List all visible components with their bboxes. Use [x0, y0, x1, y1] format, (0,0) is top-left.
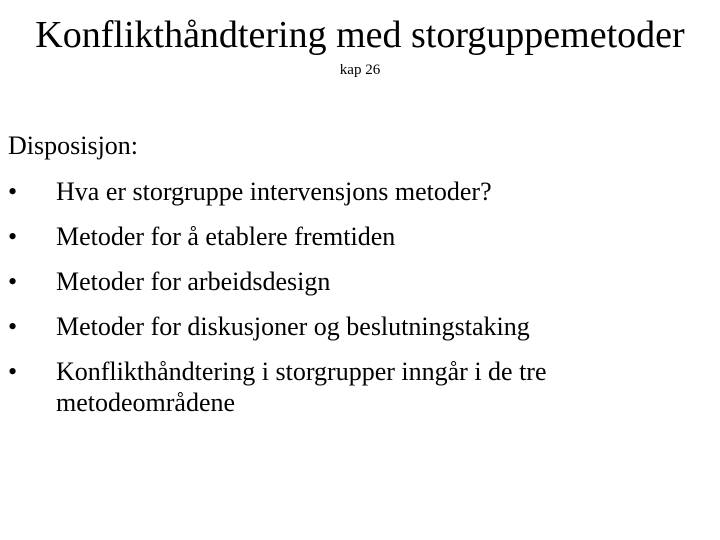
bullet-text: Metoder for arbeidsdesign: [56, 267, 331, 296]
bullet-dot-icon: •: [8, 222, 18, 251]
bullet-dot-icon: •: [8, 267, 18, 296]
bullet-text: Hva er storgruppe intervensjons metoder?: [56, 177, 492, 206]
bullet-text: Metoder for diskusjoner og beslutningstaking: [56, 312, 530, 341]
bullet-dot-icon: •: [8, 357, 18, 386]
bullet-text: Konflikthåndtering i storgrupper inngår i de tre metodeområdene: [56, 357, 547, 417]
bullet-text: Metoder for å etablere fremtiden: [56, 222, 396, 251]
outline-heading: Disposisjon:: [8, 131, 139, 160]
bullet-list: [8, 176, 708, 418]
slide-subtitle: kap 26: [339, 62, 381, 78]
bullet-item: [8, 266, 708, 297]
bullet-dot-icon: •: [8, 312, 18, 341]
slide-title: Konflikthåndtering med storguppemetoder: [35, 14, 685, 56]
bullet-dot-icon: •: [8, 177, 18, 206]
bullet-item: [8, 311, 708, 342]
bullet-item: [8, 221, 708, 252]
bullet-item: [8, 356, 708, 418]
bullet-item: [8, 176, 708, 207]
slide-body: [8, 130, 708, 432]
